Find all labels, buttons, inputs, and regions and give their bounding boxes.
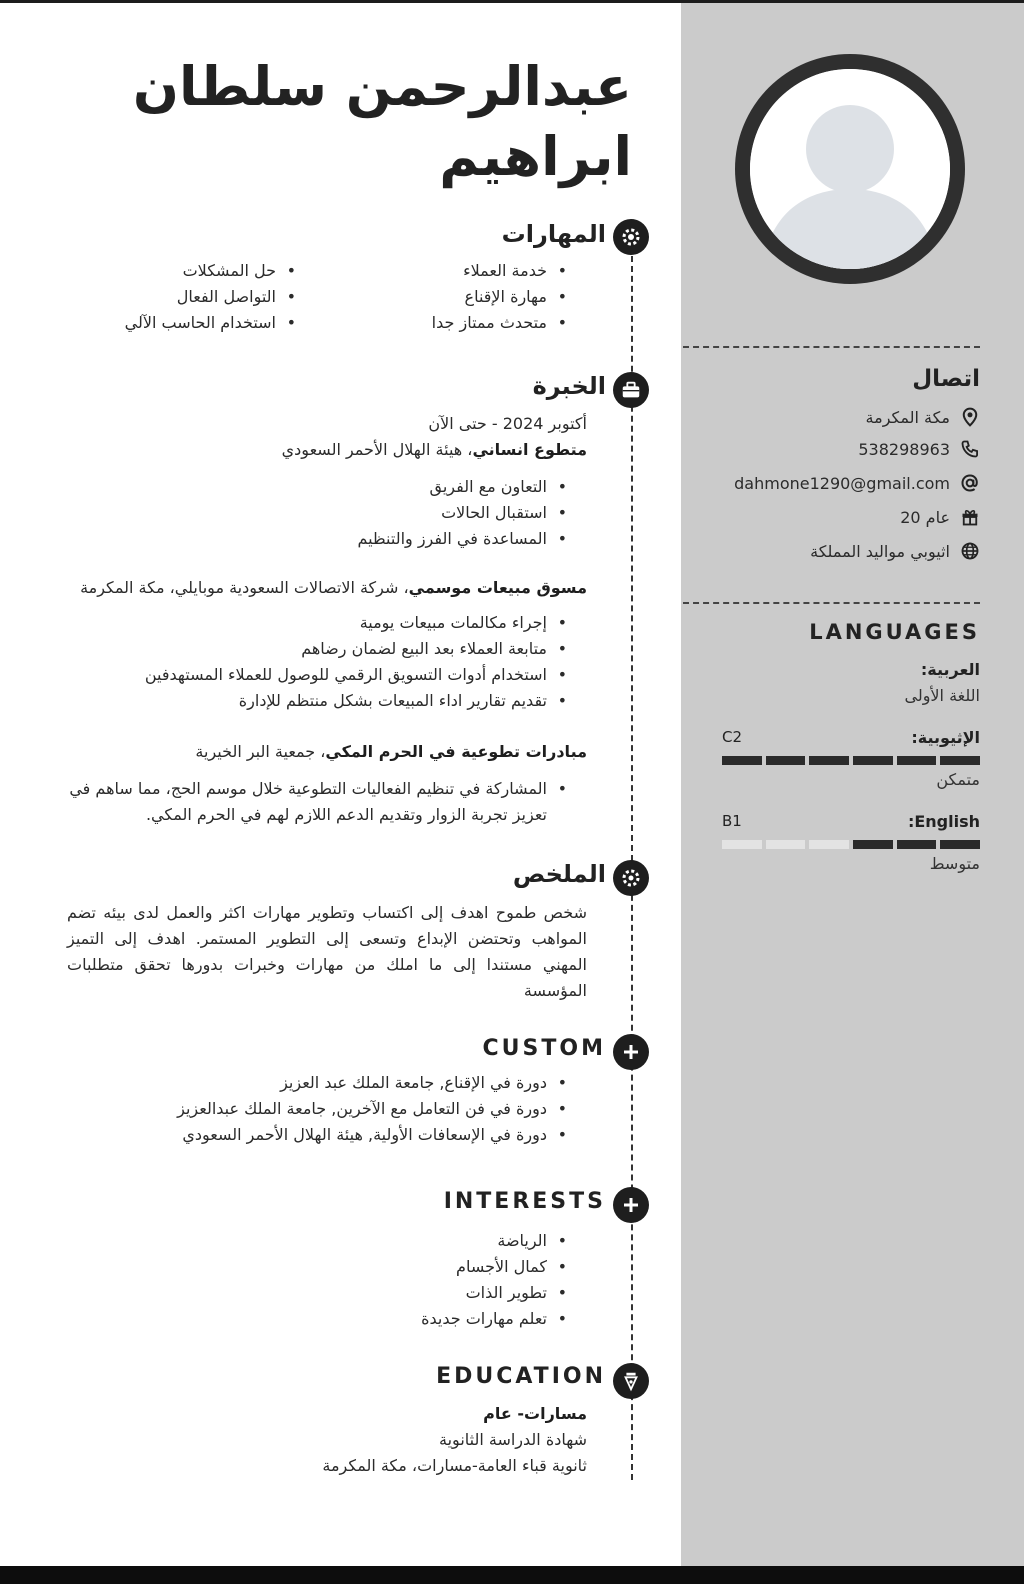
list-item: • دورة في الإقناع, جامعة الملك عبد العزيز xyxy=(177,1070,567,1096)
lang-ethiopian-name: الإثيوبية: xyxy=(911,728,980,747)
plus-icon xyxy=(613,1187,649,1223)
list-item: • المساعدة في الفرز والتنظيم xyxy=(357,526,567,552)
level-segment xyxy=(940,756,980,765)
divider xyxy=(683,346,980,348)
level-segment xyxy=(897,756,937,765)
contact-title: اتصال xyxy=(912,366,980,392)
age-text: 20 عام xyxy=(900,507,950,527)
level-segment xyxy=(809,756,849,765)
briefcase-icon xyxy=(613,372,649,408)
contact-location xyxy=(866,404,980,430)
interests-list xyxy=(421,1228,567,1332)
education-title: EDUCATION xyxy=(436,1364,606,1389)
lang-ethiopian-level: متمكن xyxy=(936,770,980,789)
job3-org: ، جمعية البر الخيرية xyxy=(195,742,326,761)
timeline-line xyxy=(631,236,633,1480)
education-certificate: شهادة الدراسة الثانوية xyxy=(439,1430,587,1449)
level-segment xyxy=(853,840,893,849)
lang-ethiopian-code: C2 xyxy=(722,728,743,746)
lang-arabic-name: العربية: xyxy=(920,660,980,679)
level-segment xyxy=(897,840,937,849)
job1-org: ، هيئة الهلال الأحمر السعودي xyxy=(281,440,473,459)
pen-nib-icon xyxy=(613,1363,649,1399)
job1-role: متطوع انساني xyxy=(472,440,587,459)
job3-duties xyxy=(55,776,567,828)
skills-list-1 xyxy=(432,258,567,336)
lang-arabic-level: اللغة الأولى xyxy=(904,686,980,705)
job3-role: مبادرات تطوعية في الحرم المكي xyxy=(325,742,587,761)
list-item: • دورة في فن التعامل مع الآخرين, جامعة الملك عبدالعزيز xyxy=(177,1096,567,1122)
level-segment xyxy=(766,756,806,765)
level-segment xyxy=(722,756,762,765)
gear-icon xyxy=(613,219,649,255)
location-pin-icon xyxy=(960,407,980,427)
list-item: • استخدام الحاسب الآلي xyxy=(125,310,296,336)
avatar-placeholder-icon xyxy=(750,69,950,269)
contact-nationality xyxy=(810,538,980,564)
bottom-border xyxy=(0,1566,1024,1584)
summary-text: شخص طموح اهدف إلى اكتساب وتطوير مهارات اكثر والعمل لدى بيئه تضم المواهب وتحتضن الإبداع وتسعى إلى التطوير المستمر. اهدف إلى التميز المهني مستندا إلى ما املك من مهارات وخبرات بدورها تحقق متطلبات المؤسسة xyxy=(67,903,587,1000)
divider xyxy=(683,602,980,604)
list-item: • استخدام أدوات التسويق الرقمي للوصول للعملاء المستهدفين xyxy=(145,662,567,688)
list-item: • دورة في الإسعافات الأولية, هيئة الهلال الأحمر السعودي xyxy=(177,1122,567,1148)
list-item: • متحدث ممتاز جدا xyxy=(432,310,567,336)
degree-name: مسارات- عام xyxy=(483,1404,587,1423)
phone-text: 538298963 xyxy=(858,439,950,459)
level-segment xyxy=(722,840,762,849)
job2-org: ، شركة الاتصالات السعودية موبايلي، مكة المكرمة xyxy=(80,578,409,597)
job1-heading xyxy=(282,440,587,459)
lang-english-level: متوسط xyxy=(929,854,980,873)
job2-role: مسوق مبيعات موسمي xyxy=(408,578,587,597)
globe-icon xyxy=(960,541,980,561)
summary-title: الملخص xyxy=(512,860,606,888)
job3-heading xyxy=(195,742,587,761)
level-segment xyxy=(940,840,980,849)
list-item: • كمال الأجسام xyxy=(421,1254,567,1280)
lang-english-name: English: xyxy=(907,812,980,831)
email-link[interactable]: dahmone1290@gmail.com xyxy=(734,473,950,493)
education-school: ثانوية قباء العامة-مسارات، مكة المكرمة xyxy=(322,1456,587,1475)
interests-title: INTERESTS xyxy=(443,1189,606,1214)
job2-heading xyxy=(80,578,587,597)
list-item: • تعلم مهارات جديدة xyxy=(421,1306,567,1332)
skills-list-2 xyxy=(125,258,296,336)
job1-date: أكتوبر 2024 - حتى الآن xyxy=(428,414,587,433)
at-sign-icon xyxy=(960,473,980,493)
custom-title: CUSTOM xyxy=(482,1036,606,1061)
languages-title: LANGUAGES xyxy=(809,620,980,644)
plus-icon xyxy=(613,1034,649,1070)
nationality-text: اثيوبي مواليد المملكة xyxy=(810,541,950,561)
lang-english-bar xyxy=(722,840,980,849)
list-item: • تقديم تقارير اداء المبيعات بشكل منتظم للإدارة xyxy=(145,688,567,714)
list-item: • تطوير الذات xyxy=(421,1280,567,1306)
location-text: مكة المكرمة xyxy=(865,407,950,427)
full-name: عبدالرحمن سلطان ابراهيم xyxy=(132,55,632,188)
level-segment xyxy=(809,840,849,849)
list-item: • التعاون مع الفريق xyxy=(357,474,567,500)
level-segment xyxy=(766,840,806,849)
list-item: • حل المشكلات xyxy=(125,258,296,284)
list-item: • المشاركة في تنظيم الفعاليات التطوعية خلال موسم الحج، مما ساهم في تعزيز تجربة الزوار وتقديم الدعم اللازم لهم في الحرم المكي. xyxy=(55,776,567,828)
contact-email xyxy=(734,470,980,496)
education-degree xyxy=(483,1404,587,1423)
skills-title: المهارات xyxy=(501,220,606,248)
contact-age xyxy=(900,504,980,530)
list-item: • متابعة العملاء بعد البيع لضمان رضاهم xyxy=(145,636,567,662)
list-item: • التواصل الفعال xyxy=(125,284,296,310)
contact-phone xyxy=(858,436,980,462)
gift-icon xyxy=(960,507,980,527)
phone-icon xyxy=(960,439,980,459)
list-item: • إجراء مكالمات مبيعات يومية xyxy=(145,610,567,636)
list-item: • مهارة الإقناع xyxy=(432,284,567,310)
courses-list xyxy=(177,1070,567,1148)
job1-duties xyxy=(357,474,567,552)
list-item: • الرياضة xyxy=(421,1228,567,1254)
lang-ethiopian-bar xyxy=(722,756,980,765)
list-item: • خدمة العملاء xyxy=(432,258,567,284)
lang-english-code: B1 xyxy=(722,812,742,830)
summary-icon xyxy=(613,860,649,896)
experience-title: الخبرة xyxy=(532,372,606,400)
profile-photo xyxy=(735,54,965,284)
list-item: • استقبال الحالات xyxy=(357,500,567,526)
job2-duties xyxy=(145,610,567,714)
level-segment xyxy=(853,756,893,765)
